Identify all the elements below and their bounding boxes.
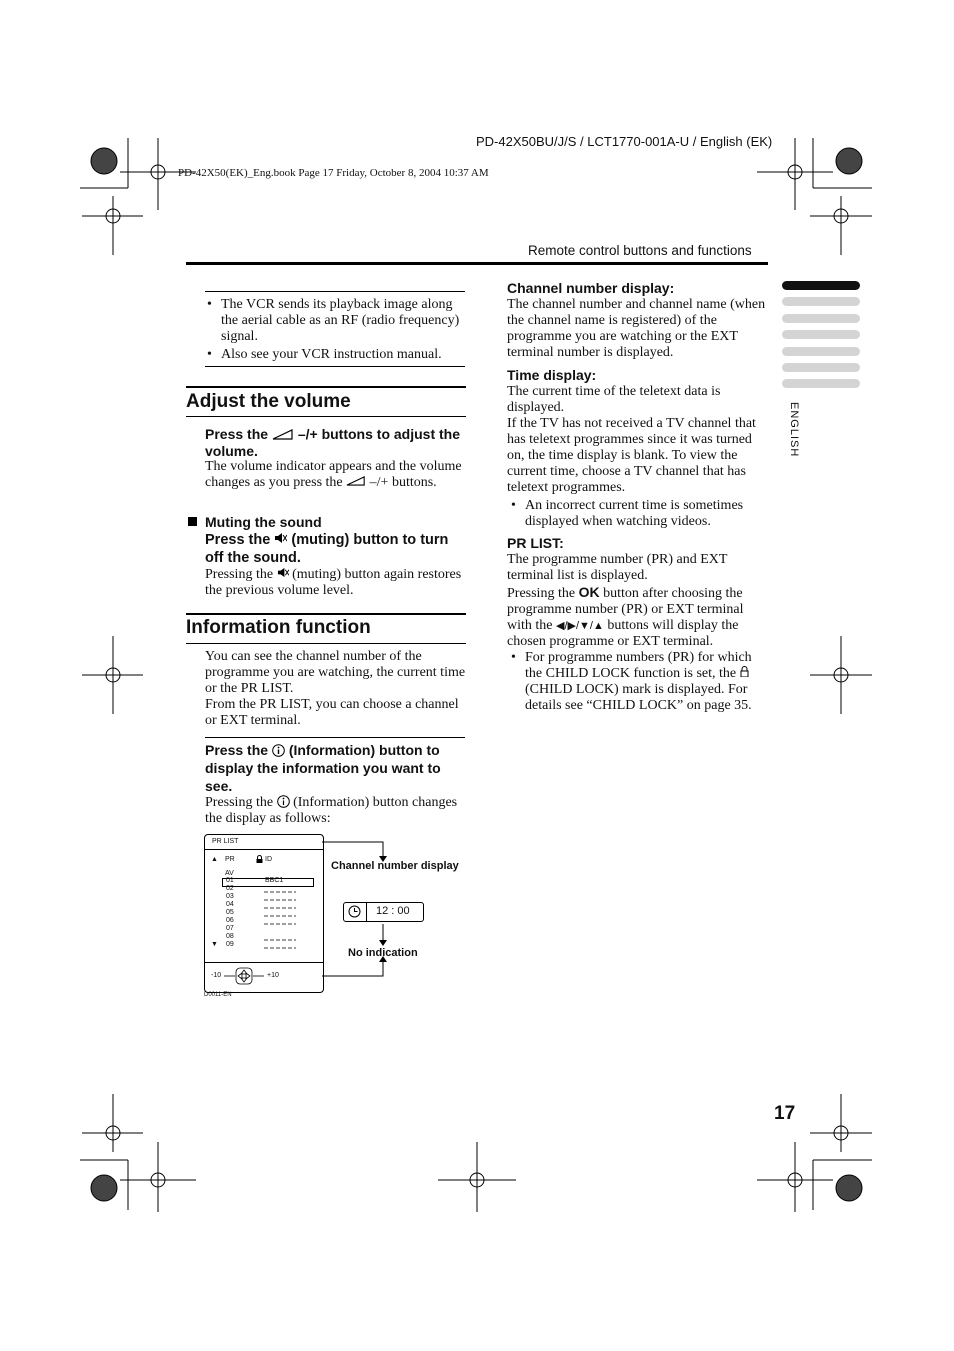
volume-body: The volume indicator appears and the volume changes as you press the –/+ buttons. <box>205 459 462 490</box>
prlist-body-2: Pressing the OK button after choosing the programme number (PR) or EXT terminal with the ◀/▶/▼/▲ buttons will display the chosen programme or EXT terminal. <box>507 584 744 649</box>
info-icon <box>277 795 290 808</box>
time-body: The current time of the teletext data is displayed. <box>507 384 721 415</box>
bullet-box-top <box>205 291 465 292</box>
label-channel-display: Channel number display <box>331 860 459 872</box>
side-tab-active <box>782 281 860 290</box>
section-rule <box>186 386 466 388</box>
info-body-2: From the PR LIST, you can choose a channel or EXT terminal. <box>205 697 459 728</box>
table-row: 07 <box>226 925 234 932</box>
muting-body: Pressing the (muting) button again restores the previous volume level. <box>205 567 462 598</box>
col-pr: PR <box>225 856 235 863</box>
side-language-label: ENGLISH <box>788 402 800 458</box>
mute-icon <box>277 567 289 578</box>
minus-plus-icon: –/+ <box>297 426 318 442</box>
muting-heading: Muting the sound <box>205 514 322 530</box>
up-arrow-icon: ▲ <box>211 856 218 863</box>
volume-instruction: Press the –/+ buttons to adjust the volume. <box>205 426 461 459</box>
mute-icon <box>274 532 287 544</box>
side-tab <box>782 347 860 356</box>
lock-icon <box>740 666 749 677</box>
table-row: 01 <box>226 877 234 884</box>
vcr-bullets <box>205 297 467 365</box>
down-arrow-icon: ▼ <box>211 941 218 948</box>
square-bullet-icon <box>188 517 197 526</box>
table-row: 06 <box>226 917 234 924</box>
channel-heading: Channel number display: <box>507 280 675 296</box>
info-title: Information function <box>186 617 371 638</box>
bullet-box-bottom <box>205 366 465 367</box>
speaker-icon <box>346 476 366 486</box>
prlist-heading: PR LIST: <box>507 535 564 551</box>
info-body: You can see the channel number of the programme you are watching, the current time or the PR LIST. <box>205 649 466 696</box>
channel-body: The channel number and channel name (when the channel name is registered) of the programme you are watching or the EXT terminal number is displayed. <box>507 297 766 360</box>
book-line: PD-42X50(EK)_Eng.book Page 17 Friday, October 8, 2004 10:37 AM <box>178 167 489 179</box>
label-no-indication: No indication <box>348 947 418 959</box>
time-value: 12 : 00 <box>376 905 410 917</box>
table-row: 02 <box>226 885 234 892</box>
table-row: 04 <box>226 901 234 908</box>
arrow-buttons-icon: ◀/▶/▼/▲ <box>556 620 604 632</box>
side-tab <box>782 363 860 372</box>
side-tab <box>782 297 860 306</box>
figure-code: D0011-EN <box>204 992 232 998</box>
table-row: 05 <box>226 909 234 916</box>
header-rule <box>186 262 768 265</box>
pr-rows <box>226 877 234 949</box>
section-rule <box>186 416 466 417</box>
time-bullets <box>509 498 767 532</box>
pr-list-footer-rule <box>204 962 323 963</box>
instruction-rule <box>205 737 465 738</box>
info-changes: Pressing the (Information) button changes the display as follows: <box>205 795 458 826</box>
pr-list-title: PR LIST <box>212 838 239 845</box>
ok-button-label: OK <box>578 584 600 600</box>
time-body-2: If the TV has not received a TV channel that has teletext programmes since it was turned on, the time display is blank. To view the current time, choose a TV channel that has teletext programmes. <box>507 416 756 495</box>
side-tab <box>782 379 860 388</box>
side-tab <box>782 330 860 339</box>
minus-plus-icon: –/+ <box>369 475 389 490</box>
doc-id: PD-42X50BU/J/S / LCT1770-001A-U / English (EK) <box>476 134 773 149</box>
muting-instruction: Press the (muting) button to turn off the sound. <box>205 532 449 566</box>
col-id: ID <box>265 856 272 863</box>
list-item: • Also see your VCR instruction manual. <box>205 347 467 363</box>
table-row: 08 <box>226 933 234 940</box>
prlist-body: The programme number (PR) and EXT terminal list is displayed. <box>507 552 728 583</box>
nav-minus: -10 <box>211 972 222 979</box>
arrow-buttons-icon <box>224 966 264 986</box>
section-rule <box>186 643 466 644</box>
side-tab <box>782 314 860 323</box>
prlist-bullets <box>509 650 767 716</box>
time-box-divider <box>366 903 367 921</box>
page-number: 17 <box>774 1103 796 1124</box>
time-heading: Time display: <box>507 367 597 383</box>
clock-icon <box>348 905 361 918</box>
section-header: Remote control buttons and functions <box>528 243 752 258</box>
speaker-icon <box>272 429 294 440</box>
list-item: • An incorrect current time is sometimes displayed when watching videos. <box>509 498 767 530</box>
list-item: • For programme numbers (PR) for which the CHILD LOCK function is set, the (CHILD LOCK) mark is displayed. For details see “CHILD LOCK” on page 35. <box>509 650 767 714</box>
pr-list-title-rule <box>204 849 323 850</box>
section-rule <box>186 613 466 615</box>
table-row: 03 <box>226 893 234 900</box>
empty-name-dashes <box>262 889 298 953</box>
table-row: 09 <box>226 941 234 948</box>
info-instruction: Press the (Information) button to display the information you want to see. <box>205 742 441 794</box>
list-item: • The VCR sends its playback image along the aerial cable as an RF (radio frequency) signal. <box>205 297 467 345</box>
row-av: AV <box>225 870 234 877</box>
info-icon <box>272 744 285 757</box>
lock-icon <box>256 855 263 863</box>
row-1-name: BBC1 <box>265 877 284 884</box>
nav-plus: +10 <box>267 972 279 979</box>
volume-title: Adjust the volume <box>186 391 351 412</box>
